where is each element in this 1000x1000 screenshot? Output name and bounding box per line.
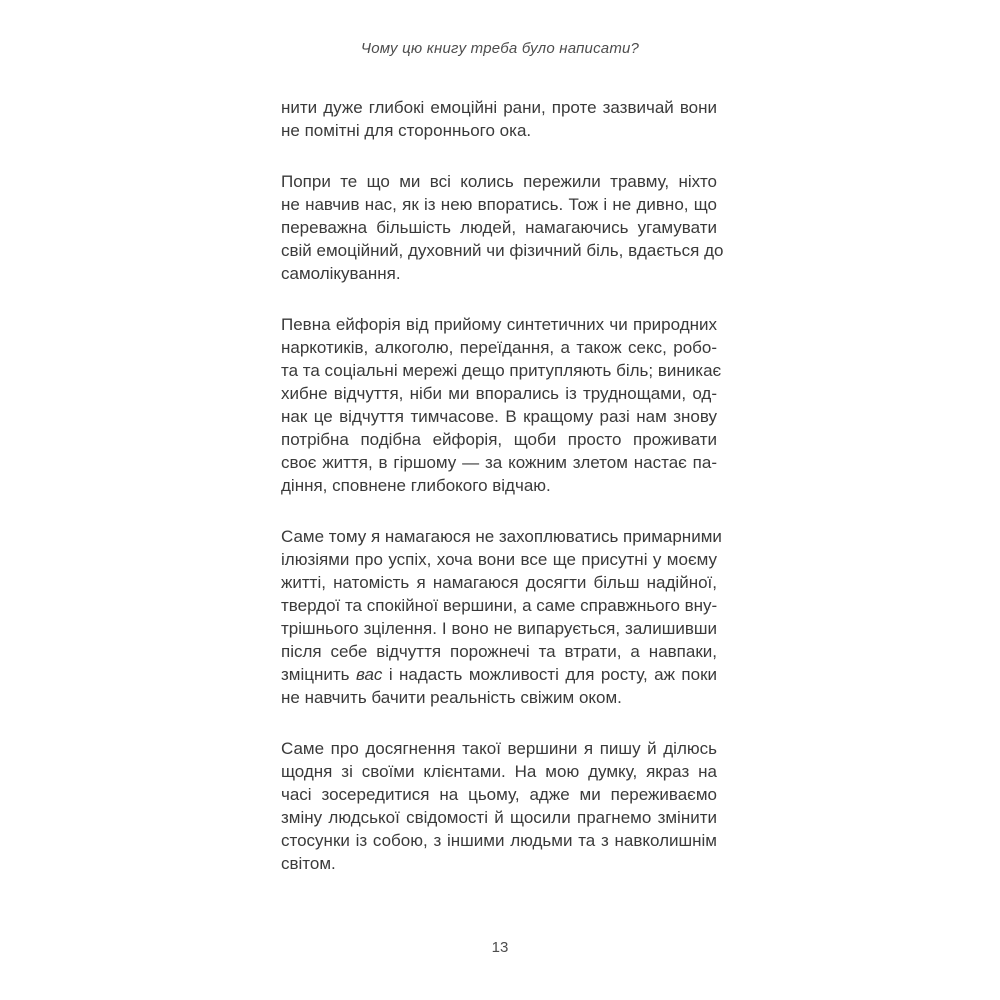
text-line: діння, сповнене глибокого відчаю. [281,476,551,495]
text-line: потрібна подібна ейфорія, щоби просто проживати [281,430,717,449]
running-header: Чому цю книгу треба було написати? [360,40,640,57]
text-line: трішнього зцілення. І воно не випарується, залишивши [281,619,717,638]
text-line: не навчив нас, як із нею впоратись. Тож і не дивно, що [281,195,717,214]
text-line: свій емоційний, духовний чи фізичний біль, вдається до [281,241,724,260]
text-line: житті, натомість я намагаюся досягти більш надійної, [281,573,717,592]
text-line: твердої та спокійної вершини, а саме справжнього вну- [281,596,718,615]
text-line: після себе відчуття порожнечі та втрати, а навпаки, [281,642,717,661]
text-line: Саме тому я намагаюся не захоплюватись примарними [281,527,722,546]
paragraph [281,313,722,497]
text-column [281,96,724,875]
text-line: стосунки із собою, з іншими людьми та з навколишнім [281,831,717,850]
text-line: часі зосередитися на цьому, адже ми переживаємо [281,785,717,804]
text-line: Певна ейфорія від прийому синтетичних чи природних [281,315,717,334]
text-line: зміцнить вас і надасть можливості для росту, аж поки [281,665,717,684]
text-line: самолікування. [281,264,401,283]
text-line: хибне відчуття, ніби ми впорались із труднощами, од- [281,384,717,403]
text-line: ілюзіями про успіх, хоча вони все ще присутні у моєму [281,550,717,569]
text-line: нити дуже глибокі емоційні рани, проте зазвичай вони [281,98,717,117]
text-line: щодня зі своїми клієнтами. На мою думку, якраз на [281,762,717,781]
paragraph [281,737,717,875]
text-line: переважна більшість людей, намагаючись угамувати [281,218,717,237]
text-line: світом. [281,854,336,873]
text-line: Саме про досягнення такої вершини я пишу й ділюсь [281,739,717,758]
text-line: нак це відчуття тимчасове. В кращому разі нам знову [281,407,717,426]
page-number: 13 [491,939,509,956]
text-line: не навчить бачити реальність свіжим оком. [281,688,622,707]
text-line: зміну людської свідомості й щосили прагнемо змінити [281,808,717,827]
text-line: наркотиків, алкоголю, переїдання, а також секс, робо- [281,338,717,357]
paragraph [281,525,722,709]
text-line: та та соціальні мережі дещо притупляють біль; виникає [281,361,722,380]
text-line: своє життя, в гіршому — за кожним злетом настає па- [281,453,717,472]
paragraph [281,170,724,285]
paragraph [281,96,717,142]
text-line: не помітні для стороннього ока. [281,121,532,140]
text-line: Попри те що ми всі колись пережили травму, ніхто [281,172,717,191]
emphasis-text: вас [355,665,383,684]
